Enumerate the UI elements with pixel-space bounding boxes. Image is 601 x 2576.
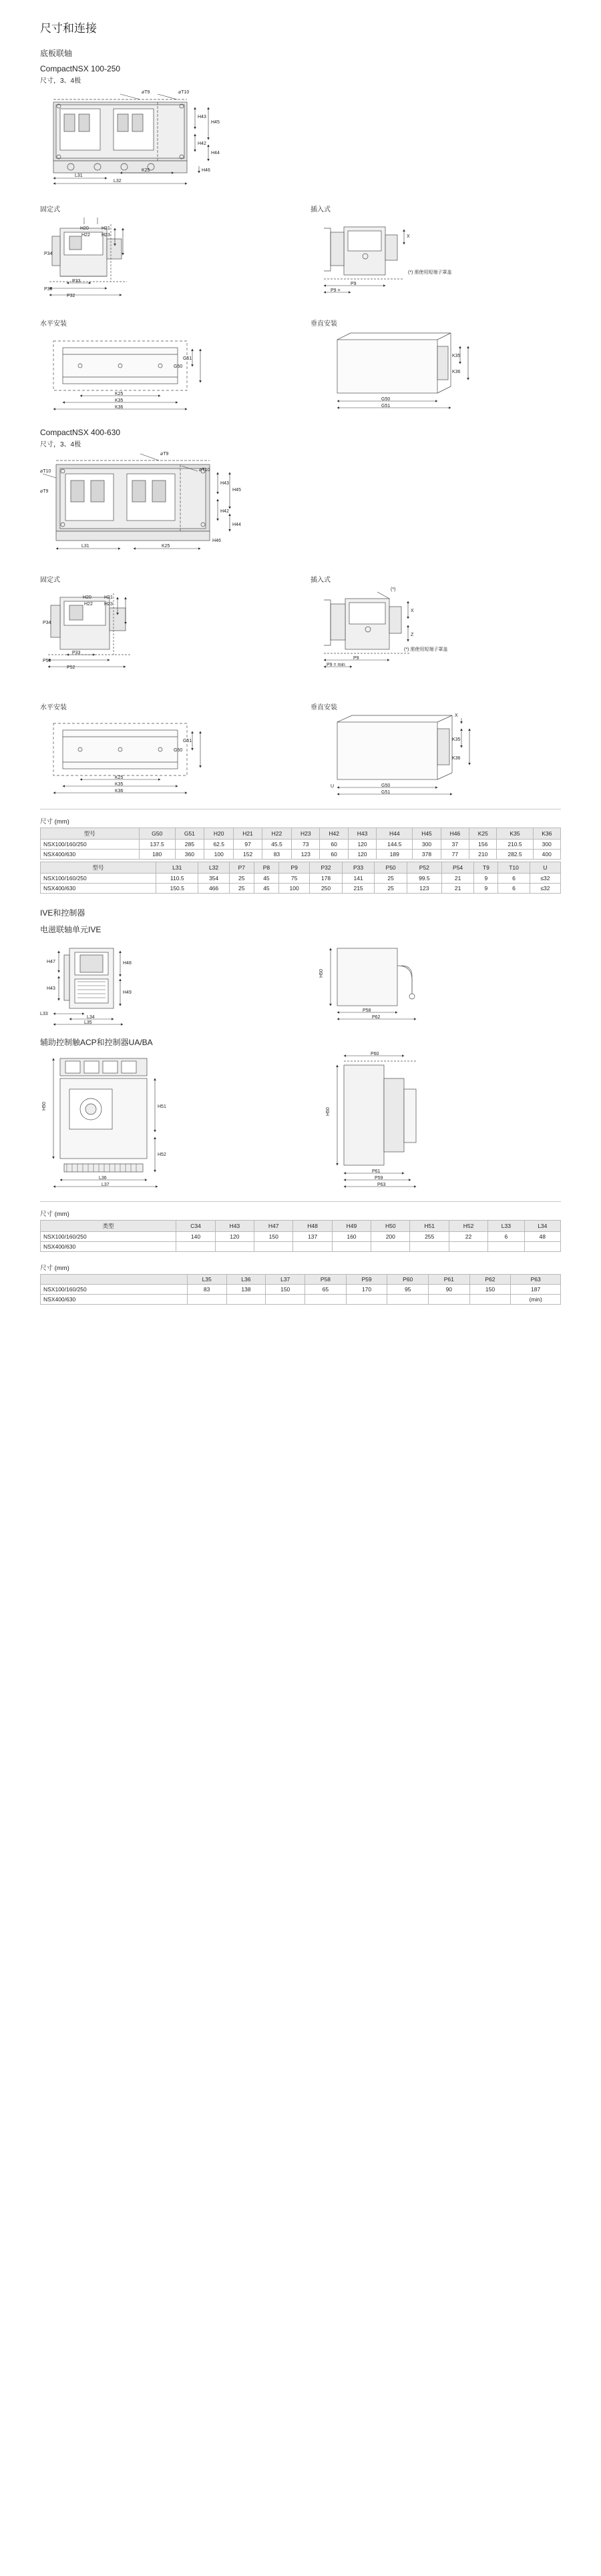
table1-r0-c5: 45.5 — [262, 840, 291, 850]
figure-top-view-nsx100-250 — [40, 87, 561, 188]
table1-r0-c0: NSX100/160/250 — [41, 840, 140, 850]
table1-header-row — [41, 828, 561, 840]
label-p52-1: P52 — [67, 665, 75, 670]
table1b-r1-c1: 150.5 — [156, 884, 198, 894]
table1b-r1-c5: 100 — [279, 884, 310, 894]
label-p9-1: P9 — [351, 282, 357, 286]
table3-r1-c4 — [305, 1295, 347, 1305]
table1b-r0-c12: 6 — [498, 874, 530, 884]
table3-r0-c9: 187 — [511, 1285, 561, 1295]
table3-r0-c1: 83 — [187, 1285, 226, 1295]
figure-vertical-mount-nsx100-250 — [311, 329, 561, 416]
table1-r0-c9: 144.5 — [377, 840, 413, 850]
table3-header-row — [41, 1275, 561, 1285]
table3-h-0 — [41, 1275, 188, 1285]
section-sub-nsx400-630: CompactNSX 400-630 — [40, 428, 121, 437]
table1b-r0-c3: 25 — [229, 874, 254, 884]
table1-h-12: K25 — [469, 828, 497, 840]
section-sub-acp: 辅助控制触ACP和控制器UA/BA — [40, 1038, 153, 1047]
table1-r0-c7: 60 — [320, 840, 348, 850]
label-p9min-2: P9 = min — [327, 663, 345, 667]
section-sub-ive: 电滋联轴单元IVE — [40, 925, 102, 934]
label-h20: H20 — [80, 226, 89, 231]
table1b-r1-c13: ≤32 — [530, 884, 560, 894]
label-h23-2: H23 — [104, 602, 113, 607]
table1b-r0-c4: 45 — [254, 874, 278, 884]
label-h46: H46 — [202, 168, 210, 173]
table2-h-2: H43 — [215, 1221, 254, 1232]
table3-h-5: P59 — [346, 1275, 387, 1285]
table1b-r0-c0: NSX100/160/250 — [41, 874, 156, 884]
table3-r1-c6 — [387, 1295, 429, 1305]
table1b-r1-c2: 466 — [198, 884, 229, 894]
table1-r1-c14: 400 — [533, 850, 560, 860]
poles-note-2: 尺寸，3、4极 — [40, 441, 81, 448]
label-g51-3: G51 — [183, 739, 192, 743]
caption-vertical-1: 垂直安装 — [311, 320, 337, 328]
label-g51-2: G51 — [381, 404, 391, 408]
section-sub-nsx100-250: CompactNSX 100-250 — [40, 64, 121, 73]
table1-h-9: H44 — [377, 828, 413, 840]
label-p30: P30 — [44, 287, 53, 292]
figure-horizontal-mount-nsx400-630 — [40, 713, 290, 799]
table1-h-7: H42 — [320, 828, 348, 840]
table3-r0-c3: 150 — [266, 1285, 305, 1295]
label-l37: L37 — [102, 1183, 110, 1187]
table1b-h-10: P54 — [441, 862, 474, 874]
dimensions-table-1b — [40, 862, 561, 894]
table2-h-7: H51 — [410, 1221, 449, 1232]
table1b-h-2: L32 — [198, 862, 229, 874]
caption-horizontal-2: 水平安装 — [40, 704, 67, 711]
table1-r1-c9: 189 — [377, 850, 413, 860]
table2-r0-c5: 160 — [332, 1232, 371, 1242]
label-h44: H44 — [211, 151, 220, 155]
label-l35: L35 — [84, 1020, 92, 1025]
table1-r1-c6: 123 — [292, 850, 320, 860]
table1b-h-1: L31 — [156, 862, 198, 874]
label-k25-3: K25 — [115, 775, 124, 780]
label-h22-2: H22 — [84, 602, 93, 607]
label-p34-2: P34 — [43, 621, 51, 625]
table2-r0-c2: 120 — [215, 1232, 254, 1242]
table-row — [41, 1285, 561, 1295]
label-p61: P61 — [372, 1169, 381, 1174]
table2-r0-c8: 22 — [449, 1232, 487, 1242]
table1b-h-13: U — [530, 862, 560, 874]
table1b-h-0: 型号 — [41, 862, 156, 874]
table-row — [41, 884, 561, 894]
poles-note-1: 尺寸，3、4极 — [40, 77, 81, 85]
label-p63: P63 — [377, 1183, 386, 1187]
footnote-cover-2: (*) 需使用短端子罩盖 — [404, 647, 448, 652]
table1-r0-c2: 285 — [175, 840, 204, 850]
label-g50-3: G50 — [174, 748, 183, 753]
table-row — [41, 840, 561, 850]
table-row — [41, 1295, 561, 1305]
table1b-r0-c6: 178 — [310, 874, 343, 884]
label-k35-2: K35 — [452, 354, 461, 358]
table3-h-2: L36 — [226, 1275, 266, 1285]
table1-caption: 尺寸 (mm) — [40, 809, 561, 826]
table1b-h-11: T9 — [474, 862, 498, 874]
label-h51: H51 — [158, 1104, 166, 1109]
label-l31: L31 — [75, 174, 83, 178]
table-row — [41, 874, 561, 884]
table2-r1-c2 — [215, 1242, 254, 1252]
table2-r1-c4 — [293, 1242, 332, 1252]
table1-r0-c1: 137.5 — [139, 840, 175, 850]
dimensions-table-1 — [40, 828, 561, 860]
table1-r1-c0: NSX400/630 — [41, 850, 140, 860]
label-l36: L36 — [99, 1176, 107, 1181]
label-h49: H49 — [123, 990, 132, 995]
table1-r1-c1: 180 — [139, 850, 175, 860]
label-k35-4: K35 — [452, 737, 461, 742]
footnote-cover-1: (*) 需使用短端子罩盖 — [408, 270, 452, 275]
table1-h-6: H23 — [292, 828, 320, 840]
label-h48: H48 — [123, 961, 132, 966]
table2-header-row — [41, 1221, 561, 1232]
figure-fixed-side-nsx100-250 — [40, 215, 290, 302]
label-g50-1: G50 — [174, 364, 183, 369]
table2-r1-c1 — [176, 1242, 215, 1252]
table1-h-2: G51 — [175, 828, 204, 840]
label-h43-3: H43 — [47, 986, 55, 991]
label-z-1: Z — [411, 633, 414, 637]
figure-plugin-side-nsx100-250 — [311, 215, 561, 302]
page-title: 尺寸和连接 — [40, 22, 97, 35]
table2-caption: 尺寸 (mm) — [40, 1201, 561, 1218]
label-t10-2: ⌀T10 — [199, 468, 210, 472]
label-h42-2: H42 — [220, 509, 229, 514]
figure-fixed-side-nsx400-630 — [40, 585, 290, 672]
table2-r0-c10: 48 — [524, 1232, 560, 1242]
label-k25: K25 — [142, 168, 150, 173]
label-l31-2: L31 — [81, 544, 89, 549]
figure-plugin-side-nsx400-630 — [311, 585, 561, 685]
table2-h-8: H52 — [449, 1221, 487, 1232]
table1b-r1-c0: NSX400/630 — [41, 884, 156, 894]
table1-r0-c8: 120 — [348, 840, 376, 850]
label-k36-3: K36 — [115, 789, 124, 793]
table2-h-6: H50 — [371, 1221, 410, 1232]
table1-h-10: H45 — [413, 828, 441, 840]
table1-r1-c5: 83 — [262, 850, 291, 860]
table3-r0-c4: 65 — [305, 1285, 347, 1295]
label-h43-2: H43 — [220, 481, 229, 486]
caption-plugin-1: 插入式 — [311, 206, 331, 214]
table1b-r0-c11: 9 — [474, 874, 498, 884]
caption-fixed-2: 固定式 — [40, 577, 60, 584]
table2-r1-c5 — [332, 1242, 371, 1252]
caption-horizontal-1: 水平安装 — [40, 320, 67, 328]
table1-h-0: 型号 — [41, 828, 140, 840]
label-t10-3: ⌀T10 — [40, 469, 51, 474]
label-h22: H22 — [81, 233, 90, 238]
table3-r1-c8 — [469, 1295, 511, 1305]
label-p9min-1: P9 = — [331, 288, 341, 293]
label-p50-1: P50 — [43, 659, 51, 663]
table3-h-1: L35 — [187, 1275, 226, 1285]
table2-r0-c4: 137 — [293, 1232, 332, 1242]
table2-r1-c7 — [410, 1242, 449, 1252]
table3-h-9: P63 — [511, 1275, 561, 1285]
table3-r1-c7 — [429, 1295, 470, 1305]
label-t10: ⌀T10 — [178, 90, 190, 95]
table-row — [41, 850, 561, 860]
figure-horizontal-mount-nsx100-250 — [40, 329, 290, 416]
table1b-r1-c12: 6 — [498, 884, 530, 894]
table3-caption: 尺寸 (mm) — [40, 1265, 69, 1272]
label-h43: H43 — [198, 115, 206, 119]
table1-r0-c12: 156 — [469, 840, 497, 850]
figure-vertical-mount-nsx400-630 — [311, 713, 561, 799]
figure-acp-side — [311, 1052, 561, 1192]
label-t9-2: ⌀T9 — [160, 452, 169, 456]
label-h50: H50 — [42, 1102, 47, 1110]
table1b-r0-c13: ≤32 — [530, 874, 560, 884]
table1b-h-4: P8 — [254, 862, 278, 874]
label-h44-2: H44 — [232, 523, 241, 527]
table1-r1-c12: 210 — [469, 850, 497, 860]
label-h21: H21 — [102, 226, 110, 231]
label-x-2: X — [411, 609, 414, 613]
label-h52: H52 — [158, 1153, 166, 1157]
table1b-h-9: P52 — [407, 862, 441, 874]
table2-h-10: L34 — [524, 1221, 560, 1232]
table1b-r1-c10: 21 — [441, 884, 474, 894]
table3-r0-c8: 150 — [469, 1285, 511, 1295]
table1b-r0-c9: 99.5 — [407, 874, 441, 884]
label-p34: P34 — [44, 252, 53, 256]
table1b-h-7: P33 — [342, 862, 375, 874]
table1b-r0-c10: 21 — [441, 874, 474, 884]
table2-r1-c6 — [371, 1242, 410, 1252]
table2-r0-c0: NSX100/160/250 — [41, 1232, 176, 1242]
label-k36-1: K36 — [115, 405, 124, 410]
table1b-h-6: P32 — [310, 862, 343, 874]
table3-h-4: P58 — [305, 1275, 347, 1285]
table2-r1-c9 — [488, 1242, 524, 1252]
table1-r0-c11: 37 — [441, 840, 469, 850]
label-k25-2: K25 — [162, 544, 170, 549]
label-p62: P62 — [372, 1015, 381, 1020]
label-k25-1: K25 — [115, 392, 124, 396]
label-l34: L34 — [87, 1015, 95, 1020]
table2-r1-c8 — [449, 1242, 487, 1252]
table1-h-4: H21 — [234, 828, 262, 840]
table-row — [41, 1232, 561, 1242]
table1-h-11: H46 — [441, 828, 469, 840]
table1b-header-row — [41, 862, 561, 874]
table1-h-8: H43 — [348, 828, 376, 840]
table3-r1-c0: NSX400/630 — [41, 1295, 188, 1305]
table2-h-3: H47 — [254, 1221, 293, 1232]
table3-r1-c2 — [226, 1295, 266, 1305]
table1-h-14: K36 — [533, 828, 560, 840]
figure-ive-front — [40, 939, 290, 1026]
table1b-r1-c3: 25 — [229, 884, 254, 894]
table1b-r1-c9: 123 — [407, 884, 441, 894]
table1-h-13: K35 — [497, 828, 533, 840]
table2-h-1: C34 — [176, 1221, 215, 1232]
table1b-r0-c1: 110.5 — [156, 874, 198, 884]
label-u-1: U — [331, 784, 335, 789]
table3-r0-c2: 138 — [226, 1285, 266, 1295]
table1-r1-c8: 120 — [348, 850, 376, 860]
table1-r0-c6: 73 — [292, 840, 320, 850]
label-t9-3: ⌀T9 — [40, 489, 49, 494]
table3-h-8: P62 — [469, 1275, 511, 1285]
label-l33: L33 — [40, 1012, 48, 1016]
table3-r1-c5 — [346, 1295, 387, 1305]
label-p33: P33 — [72, 279, 81, 284]
table1b-r0-c2: 354 — [198, 874, 229, 884]
label-h23: H23 — [102, 233, 110, 238]
label-k36-2: K36 — [452, 370, 461, 374]
table1b-h-12: T10 — [498, 862, 530, 874]
label-g51-1: G51 — [183, 356, 192, 361]
table2-h-9: L33 — [488, 1221, 524, 1232]
table1-r0-c4: 97 — [234, 840, 262, 850]
label-h47: H47 — [47, 960, 55, 964]
label-p9-2: P9 — [353, 656, 359, 661]
caption-fixed-1: 固定式 — [40, 206, 60, 214]
table2-r0-c1: 140 — [176, 1232, 215, 1242]
table1b-r1-c7: 215 — [342, 884, 375, 894]
label-t9: ⌀T9 — [142, 90, 150, 95]
section-title-baseplate: 底板联轴 — [40, 49, 73, 58]
table1b-h-8: P50 — [375, 862, 407, 874]
table1-r1-c13: 282.5 — [497, 850, 533, 860]
table2-r0-c6: 200 — [371, 1232, 410, 1242]
table3-r1-c3 — [266, 1295, 305, 1305]
label-p60: P60 — [371, 1052, 379, 1056]
table1-r1-c3: 100 — [204, 850, 234, 860]
table3-h-3: L37 — [266, 1275, 305, 1285]
label-p58: P58 — [363, 1008, 371, 1013]
table2-h-5: H49 — [332, 1221, 371, 1232]
figure-acp-front — [40, 1052, 290, 1192]
table2-h-0: 类型 — [41, 1221, 176, 1232]
table2-r0-c9: 6 — [488, 1232, 524, 1242]
caption-vertical-2: 垂直安装 — [311, 704, 337, 711]
table1-r1-c7: 60 — [320, 850, 348, 860]
label-k35-1: K35 — [115, 398, 124, 403]
table1b-r0-c8: 25 — [375, 874, 407, 884]
dimensions-table-3 — [40, 1274, 561, 1305]
label-h50-side: H50 — [319, 969, 324, 978]
table1-r1-c4: 152 — [234, 850, 262, 860]
table1b-r1-c11: 9 — [474, 884, 498, 894]
table2-r1-c0: NSX400/630 — [41, 1242, 176, 1252]
table3-r1-c1 — [187, 1295, 226, 1305]
table1-r1-c2: 360 — [175, 850, 204, 860]
table1-r0-c14: 300 — [533, 840, 560, 850]
label-h42: H42 — [198, 141, 206, 146]
table1-r0-c13: 210.5 — [497, 840, 533, 850]
table1-r0-c3: 62.5 — [204, 840, 234, 850]
label-cover-star: (*) — [391, 587, 396, 592]
table3-h-6: P60 — [387, 1275, 429, 1285]
table1b-h-3: P7 — [229, 862, 254, 874]
table2-h-4: H48 — [293, 1221, 332, 1232]
table2-r0-c3: 150 — [254, 1232, 293, 1242]
label-l32: L32 — [114, 179, 122, 184]
label-h45: H45 — [211, 120, 220, 125]
label-x-3: X — [455, 713, 458, 718]
table2-r0-c7: 255 — [410, 1232, 449, 1242]
table2-r1-c10 — [524, 1242, 560, 1252]
table-row — [41, 1242, 561, 1252]
label-h50-acp: H50 — [326, 1107, 331, 1116]
table1-h-5: H22 — [262, 828, 291, 840]
table1b-r0-c7: 141 — [342, 874, 375, 884]
section-title-ive: IVE和控制器 — [40, 908, 85, 918]
table1b-h-5: P9 — [279, 862, 310, 874]
table1-h-3: H20 — [204, 828, 234, 840]
label-h21-2: H21 — [104, 595, 113, 600]
table3-r0-c0: NSX100/160/250 — [41, 1285, 188, 1295]
table2-r1-c3 — [254, 1242, 293, 1252]
table1b-r0-c5: 75 — [279, 874, 310, 884]
label-x-1: X — [407, 234, 410, 239]
table1b-r1-c6: 250 — [310, 884, 343, 894]
table3-r0-c5: 170 — [346, 1285, 387, 1295]
table1b-r1-c4: 45 — [254, 884, 278, 894]
table1-r0-c10: 300 — [413, 840, 441, 850]
label-g50-4: G50 — [381, 783, 391, 788]
figure-ive-side — [311, 939, 561, 1026]
table3-r1-c9: (min) — [511, 1295, 561, 1305]
table3-r0-c6: 95 — [387, 1285, 429, 1295]
label-h20-2: H20 — [83, 595, 91, 600]
table3-h-7: P61 — [429, 1275, 470, 1285]
caption-plugin-2: 插入式 — [311, 577, 331, 584]
label-p33-2: P33 — [72, 651, 81, 655]
table1-r1-c10: 378 — [413, 850, 441, 860]
table3-r0-c7: 90 — [429, 1285, 470, 1295]
label-p59: P59 — [375, 1176, 383, 1181]
label-k36-4: K36 — [452, 756, 461, 761]
label-p32: P32 — [67, 294, 75, 298]
label-g51-4: G51 — [381, 790, 391, 795]
label-g50-2: G50 — [381, 397, 391, 402]
label-h45-2: H45 — [232, 488, 241, 493]
label-k35-3: K35 — [115, 782, 124, 787]
figure-top-view-nsx400-630 — [40, 451, 561, 558]
dimensions-table-2 — [40, 1220, 561, 1252]
table1b-r1-c8: 25 — [375, 884, 407, 894]
label-h46-2: H46 — [212, 539, 221, 543]
table1-h-1: G50 — [139, 828, 175, 840]
table1-r1-c11: 77 — [441, 850, 469, 860]
